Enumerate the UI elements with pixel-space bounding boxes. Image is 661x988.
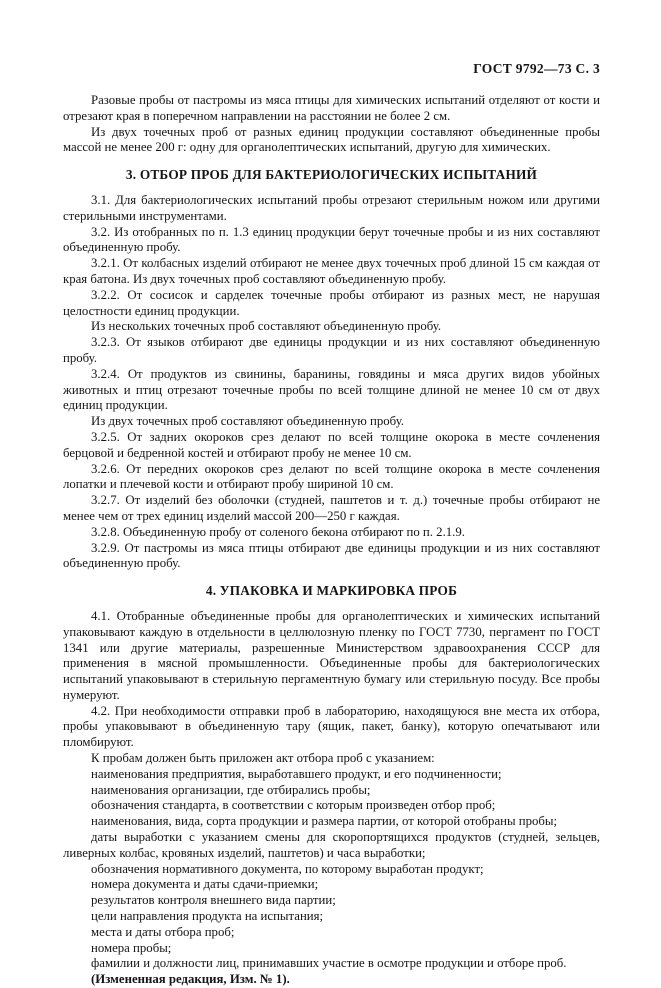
paragraph: 3.2.2. От сосисок и сарделек точечные пробы отбирают из разных мест, не нарушая целостности единиц продукции. <box>63 287 600 318</box>
paragraph: номера документа и даты сдачи-приемки; <box>91 877 319 892</box>
paragraph: наименования организации, где отбирались пробы; <box>91 782 371 797</box>
paragraph: 3.2. Из отобранных по п. 1.3 единиц продукции берут точечные пробы и из них составляют объединенную пробу. <box>63 224 600 255</box>
paragraph: К пробам должен быть приложен акт отбора проб с указанием: <box>91 751 435 766</box>
paragraph: 3.2.5. От задних окороков срез делают по всей толщине окорока в месте сочленения берцовой и бедренной костей и отбирают пробу не менее 10 см. <box>63 429 600 460</box>
section-heading: 4. УПАКОВКА И МАРКИРОВКА ПРОБ <box>205 583 458 599</box>
paragraph: 3.2.7. От изделий без оболочки (студней, паштетов и т. д.) точечные пробы отбирают не менее чем от трех единиц изделий массой 200—250 г каждая. <box>63 493 600 523</box>
paragraph: Из двух точечных проб составляют объединенную пробу. <box>91 414 405 429</box>
paragraph: обозначения нормативного документа, по которому выработан продукт; <box>91 861 484 876</box>
paragraph: Из нескольких точечных проб составляют объединенную пробу. <box>91 319 442 334</box>
paragraph: 4.1. Отобранные объединенные пробы для органолептических и химических испытаний упаковывают каждую в отдельности в целлюлозную пленку по ГОСТ 7730, пергамент по ГОСТ 1341 или другие материалы, разрешенные Министерством здравоохранения СССР для применения в мясной промышленности. Объединенные пробы для бактериологических испытаний упаковывают в стерильную пергаментную бумагу или стерильную посуду. Все пробы нумеруют. <box>63 608 600 702</box>
paragraph: 3.2.9. От пастромы из мяса птицы отбирают две единицы продукции и из них составляют объединенную пробу. <box>63 540 600 571</box>
paragraph: фамилии и должности лиц, принимавших участие в осмотре продукции и отборе проб. <box>91 956 567 971</box>
paragraph: наименования предприятия, выработавшего продукт, и его подчиненности; <box>91 766 502 781</box>
paragraph: цели направления продукта на испытания; <box>91 909 324 924</box>
paragraph: Разовые пробы от пастромы из мяса птицы для химических испытаний отделяют от кости и отрезают края в поперечном направлении на расстоянии не более 2 см. <box>63 93 600 123</box>
paragraph: 4.2. При необходимости отправки проб в лабораторию, находящуюся вне места их отбора, пробы упаковывают в объединенную тару (ящик, пакет, банку), которую опечатывают или пломбируют. <box>63 703 600 750</box>
paragraph: 3.2.4. От продуктов из свинины, баранины, говядины и мяса других видов убойных животных и птиц отрезают точечные пробы по всей толщине длиной не менее 10 см от двух единиц продукции. <box>63 366 600 413</box>
paragraph: (Измененная редакция, Изм. № 1). <box>91 972 290 987</box>
paragraph: наименования, вида, сорта продукции и размера партии, от которой отобраны пробы; <box>91 814 558 829</box>
paragraph: Из двух точечных проб от разных единиц продукции составляют объединенные пробы массой не менее 200 г: одну для органолептических испытаний, другую для химических. <box>63 124 600 155</box>
paragraph: 3.2.3. От языков отбирают две единицы продукции и из них составляют объединенную пробу. <box>63 335 600 365</box>
paragraph: результатов контроля внешнего вида партии; <box>91 893 336 908</box>
page-header-standard-number: ГОСТ 9792—73 С. 3 <box>473 61 600 76</box>
paragraph: 3.2.1. От колбасных изделий отбирают не менее двух точечных проб длиной 15 см каждая от края батона. Из двух точечных проб составляют объединенную пробу. <box>63 256 600 286</box>
paragraph: 3.1. Для бактериологических испытаний пробы отрезают стерильным ножом или другими стерильными инструментами. <box>63 192 600 223</box>
paragraph: места и даты отбора проб; <box>91 924 235 939</box>
paragraph: даты выработки с указанием смены для скоропортящихся продуктов (студней, зельцев, ливерных колбас, кровяных изделий, паштетов) и часа выработки; <box>63 830 600 860</box>
paragraph: номера пробы; <box>91 940 172 955</box>
paragraph: 3.2.6. От передних окороков срез делают по всей толщине окорока в месте сочленения лопатки и плечевой кости и отбирают пробу шириной 10 см. <box>63 461 600 492</box>
section-heading: 3. ОТБОР ПРОБ ДЛЯ БАКТЕРИОЛОГИЧЕСКИХ ИСПЫТАНИЙ <box>125 167 538 183</box>
document-body <box>63 93 600 988</box>
paragraph: обозначения стандарта, в соответствии с которым произведен отбор проб; <box>91 798 496 813</box>
paragraph: 3.2.8. Объединенную пробу от соленого бекона отбирают по п. 2.1.9. <box>91 524 465 539</box>
